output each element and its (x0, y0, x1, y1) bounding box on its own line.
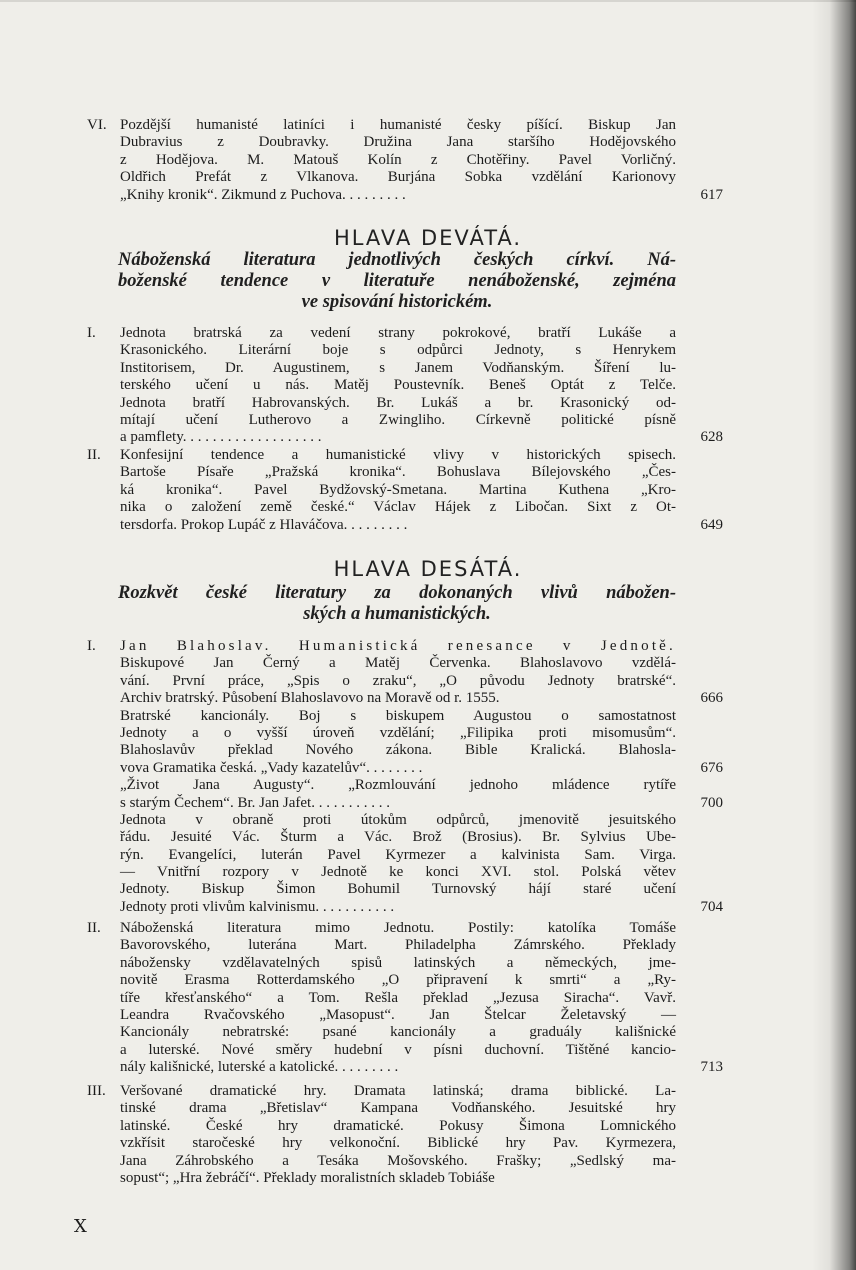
toc-line (87, 673, 697, 690)
page-reference: 676 (700, 759, 723, 776)
toc-line (87, 169, 697, 186)
subtitle-line: boženské tendence v literatuře nenáboženské, zejména (118, 271, 676, 291)
toc-line-text: — Vnitřní rozpory v Jednotě ke konci XVI. stol. Polská větev (120, 864, 676, 881)
toc-line-text: nály kališnické, luterské a katolické. . . . . . . . . (120, 1059, 399, 1076)
toc-entry-10-i (87, 638, 723, 916)
toc-line-text: Jednoty. Biskup Šimon Bohumil Turnovský hájí staré učení (120, 881, 676, 898)
toc-line-text: řádu. Jesuité Vác. Šturm a Vác. Brož (Brosius). Br. Sylvius Ube- (120, 829, 676, 846)
toc-line (87, 655, 697, 672)
toc-line (87, 972, 697, 989)
toc-line (87, 395, 697, 412)
toc-line-text: „Knihy kronik“. Zikmund z Puchova. . . . . . . . . (120, 186, 406, 203)
toc-line-text: Jan Blahoslav. Humanistická renesance v Jednotě. (120, 638, 676, 654)
toc-line (87, 1153, 697, 1170)
toc-entry-9-ii (87, 447, 723, 534)
toc-line-text: Jednoty a o vyšší úroveň vzdělání; „Filipika proti misomusům“. (120, 724, 676, 741)
toc-line-text: Dubravius z Doubravky. Družina Jana staršího Hodějovského (120, 134, 676, 151)
toc-line (87, 325, 697, 342)
toc-entry-vi (87, 117, 723, 204)
toc-line (87, 881, 697, 898)
subtitle-line: Rozkvět české literatury za dokonaných vlivů nábožen- (118, 583, 676, 603)
page-number-roman: X (74, 1216, 87, 1237)
toc-line-text: Jednoty proti vlivům kalvinismu. . . . . . . . . . . (120, 898, 395, 915)
toc-line-text: a luterské. Nové směry hudební v písni duchovní. Tištěné kancio- (120, 1041, 676, 1058)
toc-line-text: Bavorovského, luterána Mart. Philadelpha Zámrského. Překlady (120, 937, 676, 954)
toc-line (87, 482, 697, 499)
toc-line (87, 1170, 697, 1187)
toc-line-text: „Život Jana Augusty“. „Rozmlouvání jednoho mládence rytíře (120, 777, 676, 794)
toc-line (87, 847, 697, 864)
toc-line (87, 1083, 697, 1100)
toc-line-text: s starým Čechem“. Br. Jan Jafet. . . . . . . . . . . (120, 794, 390, 811)
toc-line-text: sopust“; „Hra žebráčí“. Překlady moralistních skladeb Tobiáše (120, 1169, 495, 1186)
page-spine-shadow (812, 0, 856, 1270)
toc-line (87, 812, 697, 829)
toc-line-text: mítají učení Lutherovo a Zwinglihо. Církevně politické písně (120, 411, 676, 428)
toc-entry-10-iii (87, 1083, 697, 1187)
toc-line (87, 447, 697, 464)
toc-line (87, 864, 697, 881)
toc-line (87, 990, 697, 1007)
toc-line-text: terského učení u nás. Matěj Poustevník. Beneš Optát z Telče. (120, 377, 676, 394)
toc-line-text: Konfesijní tendence a humanistické vlivy v historických spisech. (120, 447, 676, 463)
toc-line (87, 117, 697, 134)
toc-line (87, 429, 723, 446)
toc-line-text: Archiv bratrský. Působení Blahoslavovo na Moravě od r. 1555. (120, 690, 500, 707)
toc-line-text: Jednota v obraně proti útokům odpůrců, jmenovitě jesuitského (120, 811, 676, 828)
toc-line-text: Institorisem, Dr. Augustinem, s Janem Vodňanským. Šíření lu- (120, 359, 676, 376)
page-reference: 628 (700, 429, 723, 446)
page-reference: 713 (700, 1059, 723, 1076)
subtitle-line: ve spisování historickém. (301, 292, 493, 312)
toc-line (87, 829, 697, 846)
toc-line-text: tersdorfa. Prokop Lupáč z Hlaváčova. . . . . . . . . (120, 516, 408, 533)
subtitle-line: ských a humanistických. (303, 604, 491, 624)
toc-line (87, 708, 697, 725)
toc-line (87, 499, 697, 516)
chapter-subtitle-10 (118, 583, 676, 625)
entry-number: I. (87, 638, 96, 654)
toc-line (87, 134, 697, 151)
toc-line (87, 1100, 697, 1117)
toc-line-text: latinské. České hry dramatické. Pokusy Šimona Lomnického (120, 1117, 676, 1134)
toc-line (87, 742, 697, 759)
toc-line (87, 412, 697, 429)
toc-line (87, 1135, 697, 1152)
toc-line (87, 377, 697, 394)
toc-line-text: rýn. Evangelíci, luterán Pavel Kyrmezer a kalvinista Sam. Virga. (120, 846, 676, 863)
toc-line (87, 464, 697, 481)
toc-line (87, 516, 723, 534)
toc-line-text: Pozdější humanisté latiníci i humanisté česky píšící. Biskup Jan (120, 117, 676, 133)
toc-line (87, 638, 697, 655)
subtitle-line: Náboženská literatura jednotlivých českých církví. Ná- (118, 250, 676, 270)
page-top-edge (0, 0, 856, 2)
toc-entry-10-ii (87, 920, 723, 1077)
toc-line-text: Kancionály nebratrské: psané kancionály a graduály kališnické (120, 1024, 676, 1041)
entry-number: I. (87, 325, 96, 341)
toc-line (87, 777, 697, 794)
toc-line (87, 920, 697, 937)
toc-line-text: tinské drama „Břetislav“ Kampana Vodňanského. Jesuitské hry (120, 1100, 676, 1117)
toc-line (87, 759, 723, 777)
toc-line-text: Krasonického. Literární boje s odpůrci Jednoty, s Henrykem (120, 342, 676, 359)
toc-line (87, 1118, 697, 1135)
toc-line (87, 186, 723, 204)
entry-number: II. (87, 920, 101, 936)
toc-line-text: Oldřich Prefát z Vlkanova. Burjána Sobka vzdělání Karionovy (120, 169, 676, 186)
toc-line (87, 1024, 697, 1041)
chapter-heading-9: HLAVA DEVÁTÁ. (333, 226, 523, 250)
toc-line-text: nika o založení země české.“ Václav Hájek z Libočan. Sixt z Ot- (120, 499, 676, 516)
entry-number: III. (87, 1083, 106, 1099)
page-reference: 704 (700, 898, 723, 915)
toc-line (87, 937, 697, 954)
toc-line-text: Jednota bratří Habrovanských. Br. Lukáš a br. Krasonický od- (120, 394, 676, 411)
toc-line (87, 1042, 697, 1059)
toc-line-text: Jednota bratrská za vedení strany pokrokové, bratří Lukáše a (120, 325, 676, 341)
page-reference: 700 (700, 794, 723, 811)
toc-line (87, 1007, 697, 1024)
entry-number: VI. (87, 117, 107, 133)
toc-line-text: tíře křesťanského“ a Tom. Rešla překlad „Jezusa Siracha“. Vavř. (120, 989, 676, 1006)
toc-line (87, 725, 697, 742)
toc-line-text: z Hodějova. M. Matouš Kolín z Chotěřiny. Pavel Vorličný. (120, 151, 676, 168)
toc-line-text: a pamflety. . . . . . . . . . . . . . . . . . . (120, 429, 322, 446)
toc-line-text: vzkřísit staročeské hry velkonoční. Biblické hry Pav. Kyrmezera, (120, 1135, 676, 1152)
entry-number: II. (87, 447, 101, 463)
page-reference: 649 (700, 516, 723, 533)
toc-line-text: Bartoše Písaře „Pražská kronika“. Bohuslava Bílejovského „Čes- (120, 464, 676, 481)
chapter-heading-10: HLAVA DESÁTÁ. (333, 557, 523, 581)
toc-line (87, 898, 723, 916)
toc-line-text: Bratrské kancionály. Boj s biskupem Augustou o samostatnost (120, 707, 676, 724)
toc-entry-9-i (87, 325, 723, 447)
toc-line (87, 152, 697, 169)
toc-line-text: novitě Erasma Rotterdamského „O připravení k smrti“ a „Ry- (120, 972, 676, 989)
toc-line-text: Leandra Rvačovského „Masopust“. Jan Štelcar Želetavský — (120, 1006, 676, 1023)
toc-line-text: nábožensky vzdělavatelných spisů latinských a německých, jme- (120, 954, 676, 971)
toc-line-text: vání. První práce, „Spis o zraku“, „O původu Jednoty bratrské“. (120, 672, 676, 689)
toc-line-text: Blahoslavův překlad Nového zákona. Bible Kralická. Blahosla- (120, 742, 676, 759)
toc-line (87, 360, 697, 377)
toc-line (87, 342, 697, 359)
toc-line-text: Náboženská literatura mimo Jednotu. Postily: katolíka Tomáše (120, 920, 676, 936)
toc-line-text: Biskupové Jan Černý a Matěj Červenka. Blahoslavovo vzdělá- (120, 655, 676, 672)
toc-line-text: Veršované dramatické hry. Dramata latinská; drama biblické. La- (120, 1083, 676, 1099)
toc-line-text: Jana Záhrobského a Tesáka Mošovského. Frašky; „Sedlský ma- (120, 1152, 676, 1169)
toc-line (87, 1059, 723, 1076)
toc-line (87, 690, 723, 707)
page-reference: 666 (700, 690, 723, 707)
page-reference: 617 (700, 186, 723, 203)
toc-line (87, 794, 723, 812)
chapter-subtitle-9 (118, 250, 676, 313)
toc-line (87, 955, 697, 972)
toc-line-text: ká kronika“. Pavel Bydžovský-Smetana. Martina Kuthena „Kro- (120, 481, 676, 498)
toc-line-text: vova Gramatika česká. „Vady kazatelův“. . . . . . . . (120, 759, 423, 776)
